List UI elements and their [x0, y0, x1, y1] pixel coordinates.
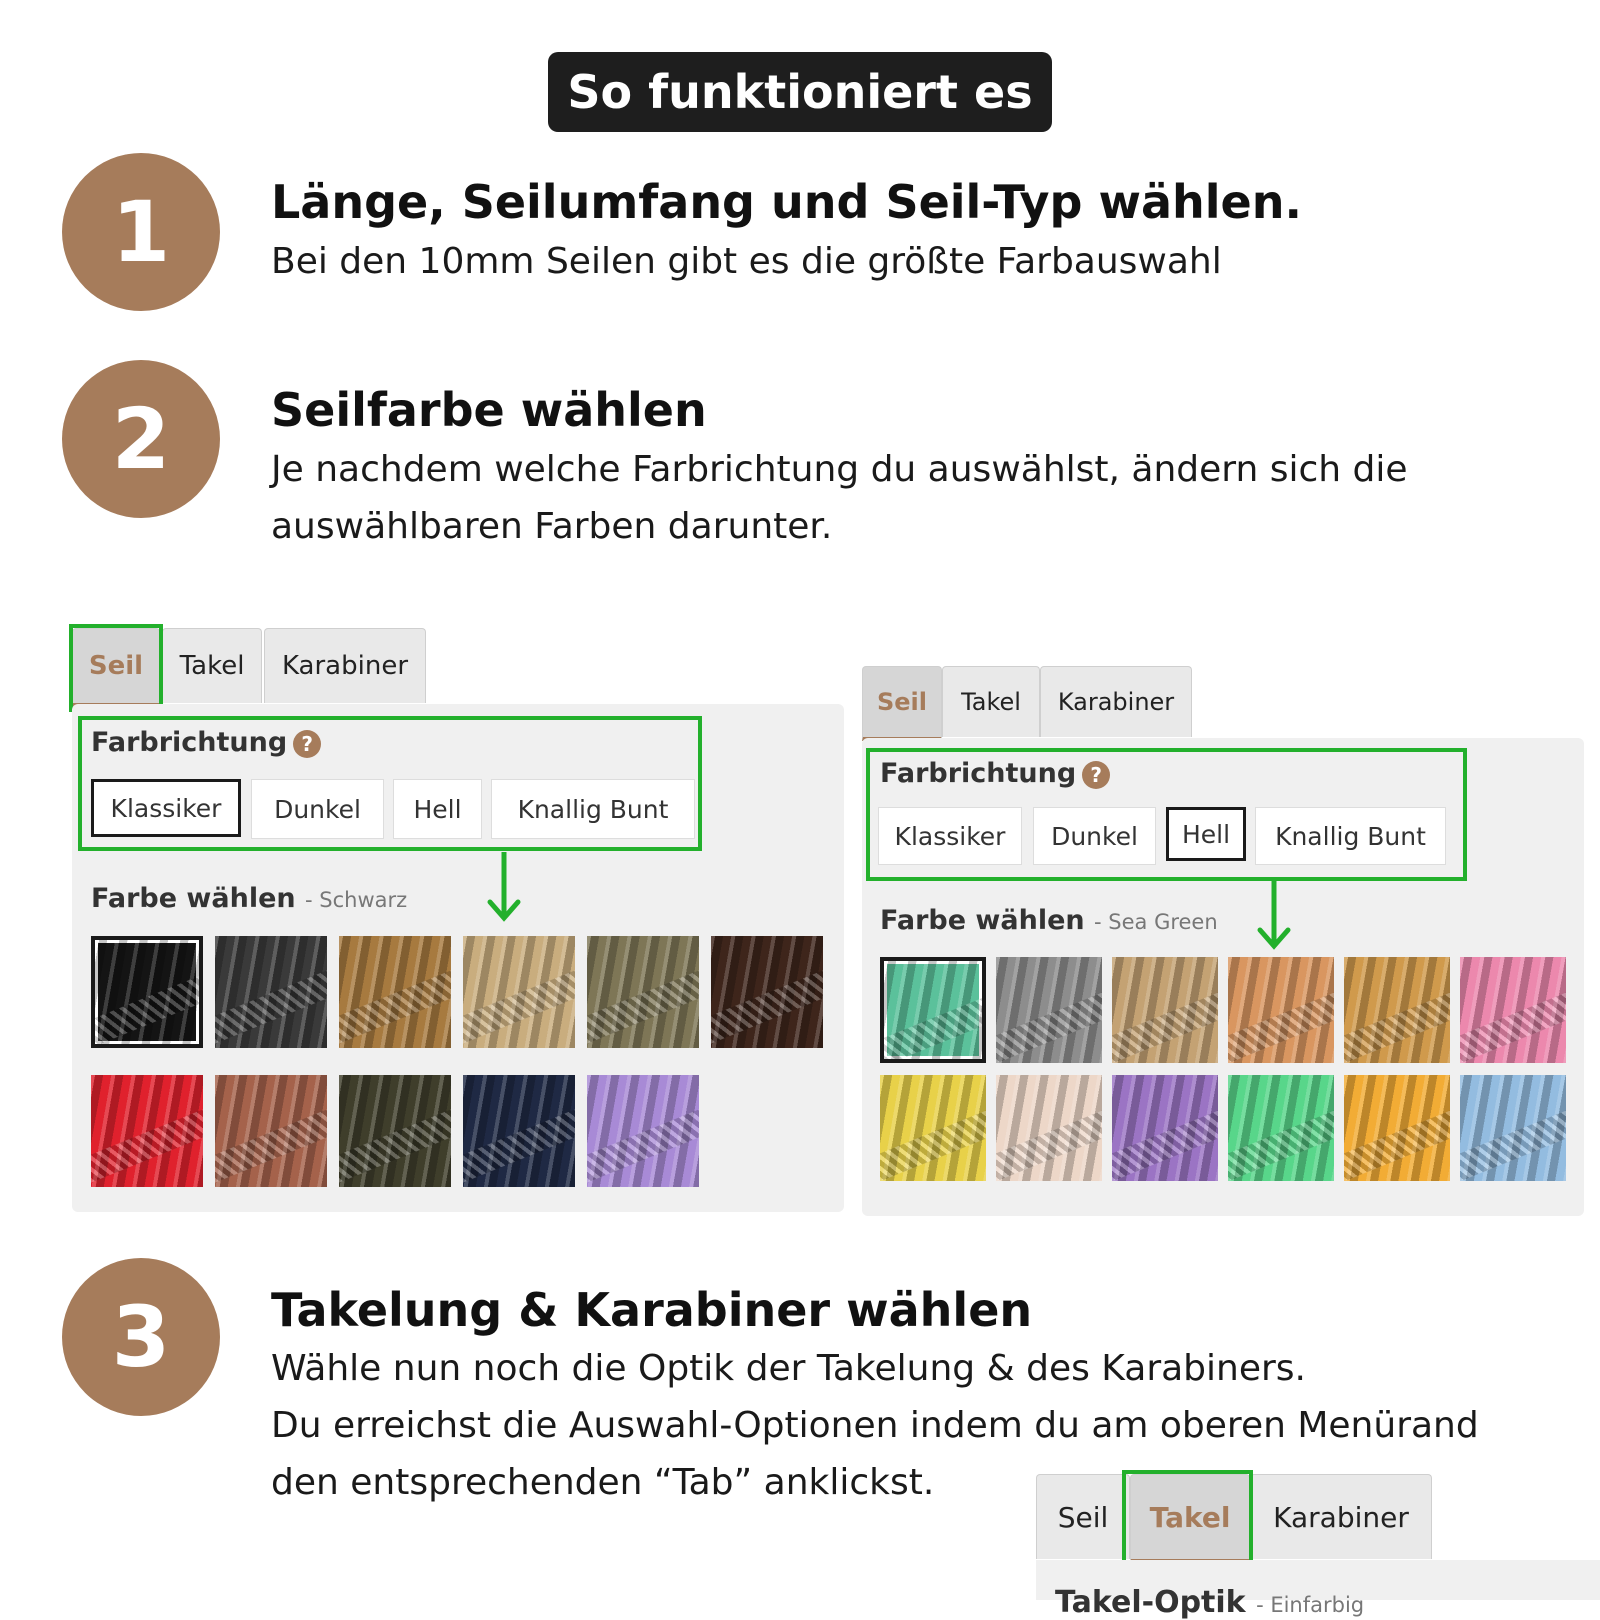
rope-color-swatch[interactable]	[1228, 1075, 1334, 1181]
step-3-line: Du erreichst die Auswahl-Optionen indem du am oberen Menürand	[271, 1405, 1479, 1446]
left-farbe-selected: - Schwarz	[305, 888, 408, 912]
right-direction-klassiker[interactable]: Klassiker	[878, 807, 1022, 865]
step-1-number: 1	[62, 153, 220, 311]
rope-color-swatch[interactable]	[1344, 957, 1450, 1063]
left-farbe-label	[91, 883, 407, 914]
step-3-line: Wähle nun noch die Optik der Takelung & des Karabiners.	[271, 1348, 1306, 1389]
rope-color-swatch[interactable]	[339, 936, 451, 1048]
step-1-line: Bei den 10mm Seilen gibt es die größte Farbauswahl	[271, 241, 1222, 282]
bottom-takel-optik-label	[1055, 1585, 1364, 1620]
right-tab-seil[interactable]: Seil	[862, 666, 942, 741]
rope-color-swatch[interactable]	[1112, 957, 1218, 1063]
rope-color-swatch[interactable]	[91, 936, 203, 1048]
help-icon[interactable]: ?	[1082, 761, 1110, 789]
rope-color-swatch[interactable]	[463, 936, 575, 1048]
right-farbrichtung-text: Farbrichtung	[880, 758, 1077, 789]
step-2-number: 2	[62, 360, 220, 518]
step-2-title: Seilfarbe wählen	[271, 383, 707, 437]
rope-color-swatch[interactable]	[1228, 957, 1334, 1063]
help-icon[interactable]: ?	[293, 730, 321, 758]
rope-color-swatch[interactable]	[215, 936, 327, 1048]
rope-color-swatch[interactable]	[587, 936, 699, 1048]
step-2-line: auswählbaren Farben darunter.	[271, 506, 833, 547]
left-direction-hell[interactable]: Hell	[393, 779, 482, 839]
bottom-tab-highlight	[1122, 1470, 1253, 1570]
bottom-takel-optik-sub: - Einfarbig	[1256, 1593, 1365, 1617]
right-farbe-selected: - Sea Green	[1094, 910, 1218, 934]
step-3-number: 3	[62, 1258, 220, 1416]
rope-color-swatch[interactable]	[996, 1075, 1102, 1181]
rope-color-swatch[interactable]	[880, 957, 986, 1063]
step-2-description	[271, 441, 1408, 555]
left-direction-knallig-bunt[interactable]: Knallig Bunt	[491, 779, 695, 839]
rope-color-swatch[interactable]	[880, 1075, 986, 1181]
rope-color-swatch[interactable]	[1460, 957, 1566, 1063]
left-down-arrow-icon	[486, 852, 522, 924]
step-1-description	[271, 233, 1222, 290]
right-farbrichtung-highlight	[866, 748, 1467, 881]
bottom-takel-optik-text: Takel-Optik	[1055, 1585, 1246, 1620]
right-tab-karabiner[interactable]: Karabiner	[1040, 666, 1192, 737]
left-direction-dunkel[interactable]: Dunkel	[251, 779, 384, 839]
left-farbrichtung-highlight	[78, 716, 702, 851]
left-farbe-text: Farbe wählen	[91, 883, 296, 914]
right-farbe-label	[880, 905, 1218, 936]
rope-color-swatch[interactable]	[339, 1075, 451, 1187]
bottom-tab-takel[interactable]: Takel	[1130, 1474, 1250, 1563]
step-1-title: Länge, Seilumfang und Seil-Typ wählen.	[271, 175, 1302, 229]
right-direction-hell[interactable]: Hell	[1166, 807, 1246, 861]
rope-color-swatch[interactable]	[463, 1075, 575, 1187]
rope-color-swatch[interactable]	[711, 936, 823, 1048]
rope-color-swatch[interactable]	[996, 957, 1102, 1063]
rope-color-swatch[interactable]	[1460, 1075, 1566, 1181]
right-direction-dunkel[interactable]: Dunkel	[1033, 807, 1156, 865]
left-tab-takel[interactable]: Takel	[162, 628, 262, 703]
right-direction-knallig-bunt[interactable]: Knallig Bunt	[1255, 807, 1446, 865]
left-farbrichtung-text: Farbrichtung	[91, 727, 288, 758]
left-tab-karabiner[interactable]: Karabiner	[264, 628, 426, 703]
page-title: So funktioniert es	[548, 52, 1052, 132]
right-farbe-text: Farbe wählen	[880, 905, 1085, 936]
rope-color-swatch[interactable]	[215, 1075, 327, 1187]
step-3-title: Takelung & Karabiner wählen	[271, 1283, 1033, 1337]
rope-color-swatch[interactable]	[587, 1075, 699, 1187]
right-down-arrow-icon	[1256, 880, 1292, 952]
rope-color-swatch[interactable]	[1344, 1075, 1450, 1181]
step-3-line: den entsprechenden “Tab” anklickst.	[271, 1462, 935, 1503]
left-tab-seil[interactable]: Seil	[72, 628, 160, 707]
rope-color-swatch[interactable]	[91, 1075, 203, 1187]
right-tab-takel[interactable]: Takel	[942, 666, 1040, 737]
bottom-tab-seil[interactable]: Seil	[1036, 1474, 1130, 1559]
left-tab-highlight	[69, 624, 163, 712]
left-direction-klassiker[interactable]: Klassiker	[91, 779, 241, 837]
step-2-line: Je nachdem welche Farbrichtung du auswählst, ändern sich die	[271, 449, 1408, 490]
rope-color-swatch[interactable]	[1112, 1075, 1218, 1181]
bottom-tab-karabiner[interactable]: Karabiner	[1250, 1474, 1432, 1559]
